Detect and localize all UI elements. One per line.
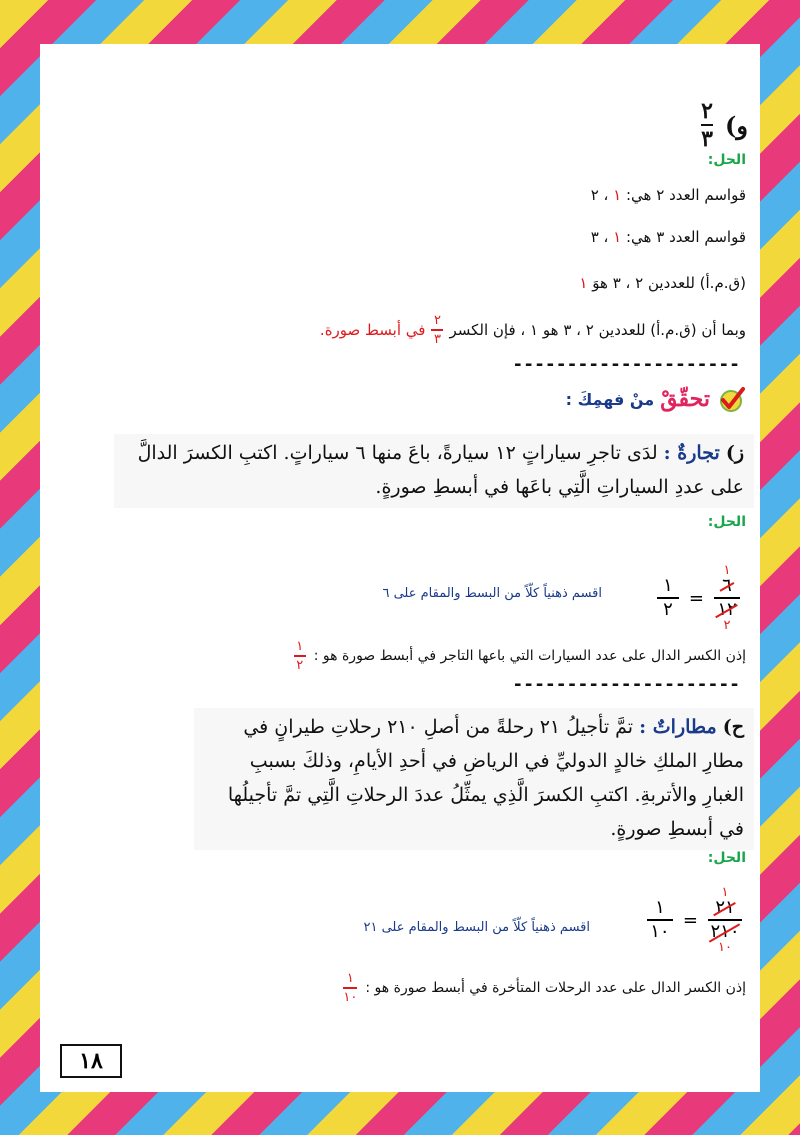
part-h-title: مطاراتٌ : bbox=[639, 716, 717, 738]
part-z-letter: ز) bbox=[725, 442, 744, 464]
part-z-text: لدَى تاجرِ سياراتٍ ١٢ سيارةً، باعَ منها ٦ سياراتٍ. اكتبِ الكسرَ الدالَّ على عددِ السياراتِ الَّتِي باعَها في أبسطِ صورةٍ. bbox=[137, 442, 744, 498]
part-w-line-4: وبما أن (ق.م.أ) للعددين ٢ ، ٣ هو ١ ، فإن الكسر $\frac{٢}{٣}$ في أبسط صورة. bbox=[319, 313, 746, 347]
part-h-problem-box bbox=[194, 708, 754, 850]
part-z-conclusion-fraction: $\frac{١}{٢}$ bbox=[294, 640, 306, 672]
part-z-work bbox=[657, 564, 740, 632]
part-z-result-fraction: $\frac{١}{٢}$ bbox=[657, 577, 679, 619]
part-h-letter: ح) bbox=[722, 716, 744, 738]
part-h-work bbox=[647, 886, 742, 954]
part-w-line4-fraction: $\frac{٢}{٣}$ bbox=[431, 314, 443, 346]
part-h-equals: = bbox=[682, 909, 698, 931]
check-heading-sub: منْ فهمِكَ : bbox=[565, 389, 655, 409]
part-z-hint: اقسم ذهنياً كلّاً من البسط والمقام على ٦ bbox=[382, 586, 602, 601]
part-h-hint: اقسم ذهنياً كلّاً من البسط والمقام على ٢١ bbox=[363, 920, 590, 935]
part-w-letter: و) bbox=[725, 110, 748, 140]
part-h-text: تمَّ تأجيلُ ٢١ رحلةً من أصلِ ٢١٠ رحلاتِ طيرانٍ في مطارِ الملكِ خالدٍ الدوليِّ في الرياضِ في أحدِ الأيامِ، وذلكَ بسببِ الغبارِ والأتربةِ. اكتبِ الكسرَ الَّذِي يمثِّلُ عددَ الرحلاتِ الَّتِي تمَّ تأجيلُها في أبسطِ صورةٍ. bbox=[227, 716, 744, 840]
page-number-box bbox=[60, 1044, 122, 1078]
check-understanding-heading bbox=[566, 384, 746, 414]
page-number: ١٨ bbox=[79, 1048, 103, 1074]
part-h-conclusion-fraction: $\frac{١}{١٠}$ bbox=[343, 971, 358, 1005]
check-heading-main: تحقّقْ bbox=[660, 386, 710, 412]
part-z-conclusion: إذن الكسر الدال على عدد السيارات التي باعها التاجر في أبسط صورة هو : $\frac{١}{٢}$ bbox=[294, 640, 746, 672]
checkmark-icon bbox=[716, 384, 746, 414]
page-sheet bbox=[40, 44, 760, 1092]
part-w-heading bbox=[701, 100, 748, 150]
part-h-result-fraction: $\frac{١}{١٠}$ bbox=[647, 899, 673, 941]
part-h-conclusion: إذن الكسر الدال على عدد الرحلات المتأخرة في أبسط صورة هو : $\frac{١}{١٠}$ bbox=[343, 971, 746, 1005]
part-z-title: تجارةٌ : bbox=[663, 442, 720, 464]
separator-2: --------------------- bbox=[512, 674, 740, 695]
part-w-solution-label: الحل: bbox=[707, 152, 746, 168]
part-h-solution-label: الحل: bbox=[707, 850, 746, 866]
part-w-line-1: قواسم العدد ٢ هي: ١ ، ٢ bbox=[590, 186, 746, 204]
part-h-original-fraction: ١ ٢١ ٢١٠ ١٠ bbox=[708, 886, 742, 954]
separator-1: --------------------- bbox=[512, 354, 740, 375]
part-w-line-2: قواسم العدد ٣ هي: ١ ، ٣ bbox=[590, 228, 746, 246]
part-z-original-fraction: ١ ٦ ١٢ ٢ bbox=[714, 564, 740, 632]
part-w-line-3: (ق.م.أ) للعددين ٢ ، ٣ هوَ ١ bbox=[579, 274, 746, 292]
part-z-problem-box bbox=[114, 434, 754, 508]
part-z-equals: = bbox=[688, 587, 704, 609]
part-z-solution-label: الحل: bbox=[707, 514, 746, 530]
part-w-fraction: $\frac{٢}{٣}$ bbox=[701, 98, 713, 152]
